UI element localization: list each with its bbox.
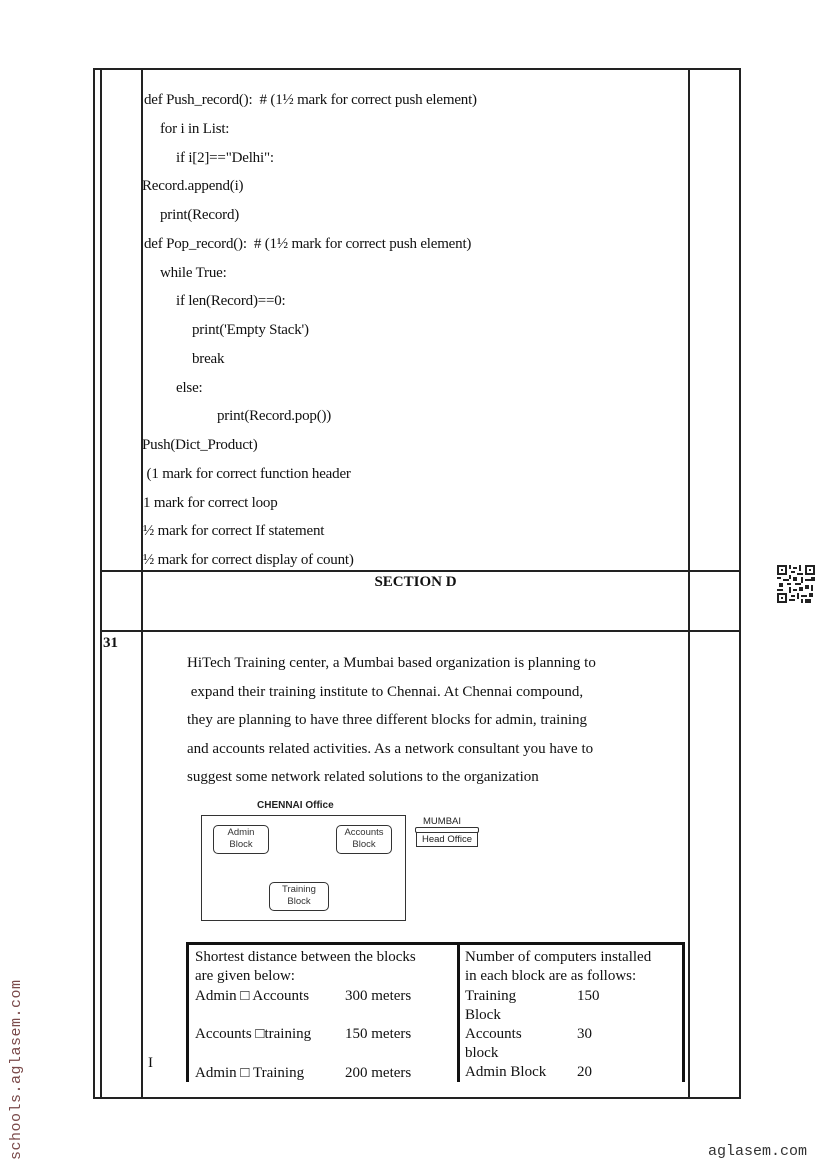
paragraph-line: and accounts related activities. As a network consultant you have to — [187, 740, 594, 757]
info-table-middle — [457, 942, 460, 1082]
info-table-right — [682, 942, 685, 1082]
code-line: print(Record.pop()) — [217, 408, 332, 424]
distance-pair: Accounts □training — [195, 1026, 312, 1042]
code-line: print(Record) — [160, 207, 240, 223]
marking-note: ½ mark for correct display of count) — [143, 552, 354, 568]
computers-header: Number of computers installed — [465, 949, 652, 965]
distance-value: 150 meters — [345, 1026, 412, 1042]
distance-header: Shortest distance between the blocks — [195, 949, 416, 965]
code-line: break — [192, 351, 225, 367]
stray-text-mark: I — [148, 1055, 153, 1071]
training-block — [269, 882, 329, 911]
admin-block — [213, 825, 269, 854]
distance-pair: Admin □ Accounts — [195, 988, 310, 1004]
watermark-right: aglasem.com — [708, 1143, 808, 1160]
marking-note: (1 mark for correct function header — [143, 466, 351, 482]
code-line: if i[2]=="Delhi": — [176, 150, 274, 166]
code-line: Record.append(i) — [142, 178, 244, 194]
block-label: Accounts — [344, 827, 384, 838]
table-border-bottom — [93, 1097, 741, 1099]
question-paragraph — [187, 649, 657, 792]
section-heading: SECTION D — [374, 574, 457, 590]
info-table-left — [186, 942, 189, 1082]
computers-block: Accounts — [465, 1026, 522, 1042]
code-line: print('Empty Stack') — [192, 322, 309, 338]
computers-header: in each block are as follows: — [465, 968, 637, 984]
table-border-left-outer — [93, 68, 95, 1099]
distance-header: are given below: — [195, 968, 295, 984]
block-label: Block — [229, 839, 253, 850]
distance-pair: Admin □ Training — [195, 1065, 305, 1081]
computers-count: 30 — [577, 1026, 592, 1042]
paragraph-line: HiTech Training center, a Mumbai based organization is planning to — [187, 655, 596, 671]
computers-block: block — [465, 1045, 499, 1061]
code-line: while True: — [160, 265, 227, 281]
computers-block: Training — [465, 988, 517, 1004]
code-line: for i in List: — [160, 121, 230, 137]
head-office-box: Head Office — [416, 832, 478, 847]
mumbai-label: MUMBAI — [423, 816, 461, 827]
watermark-left: schools.aglasem.com — [8, 979, 25, 1160]
block-label: Block — [352, 839, 376, 850]
qr-code-icon[interactable] — [777, 565, 815, 603]
row-separator-section — [100, 570, 741, 572]
code-line: else: — [176, 380, 203, 396]
paragraph-line: they are planning to have three different blocks for admin, training — [187, 712, 588, 729]
code-line: def Pop_record(): # (1½ mark for correct push element) — [144, 236, 472, 252]
diagram-title: CHENNAI Office — [257, 800, 334, 811]
marking-note: ½ mark for correct If statement — [143, 523, 325, 539]
question-number: 31 — [103, 635, 118, 651]
block-label: Training — [282, 884, 316, 895]
computers-block: Admin Block — [465, 1064, 547, 1080]
accounts-block — [336, 825, 392, 854]
network-layout-diagram — [195, 800, 490, 925]
block-label: Block — [287, 896, 311, 907]
distance-value: 200 meters — [345, 1065, 412, 1081]
code-line: if len(Record)==0: — [176, 293, 286, 309]
computers-count: 20 — [577, 1064, 592, 1080]
info-table-top — [186, 942, 685, 945]
table-border-left-inner — [100, 68, 102, 1099]
marking-note: 1 mark for correct loop — [143, 495, 278, 511]
code-line: Push(Dict_Product) — [142, 437, 258, 453]
block-label: Admin — [227, 827, 255, 838]
distance-value: 300 meters — [345, 988, 412, 1004]
table-border-top — [93, 68, 741, 70]
table-border-right — [739, 68, 741, 1099]
paragraph-line: expand their training institute to Chennai. At Chennai compound, — [187, 683, 584, 700]
computers-count: 150 — [577, 988, 600, 1004]
row-separator-question — [100, 630, 741, 632]
paragraph-line: suggest some network related solutions to the organization — [187, 769, 539, 786]
code-line: def Push_record(): # (1½ mark for correct push element) — [144, 92, 477, 108]
computers-block: Block — [465, 1007, 501, 1023]
